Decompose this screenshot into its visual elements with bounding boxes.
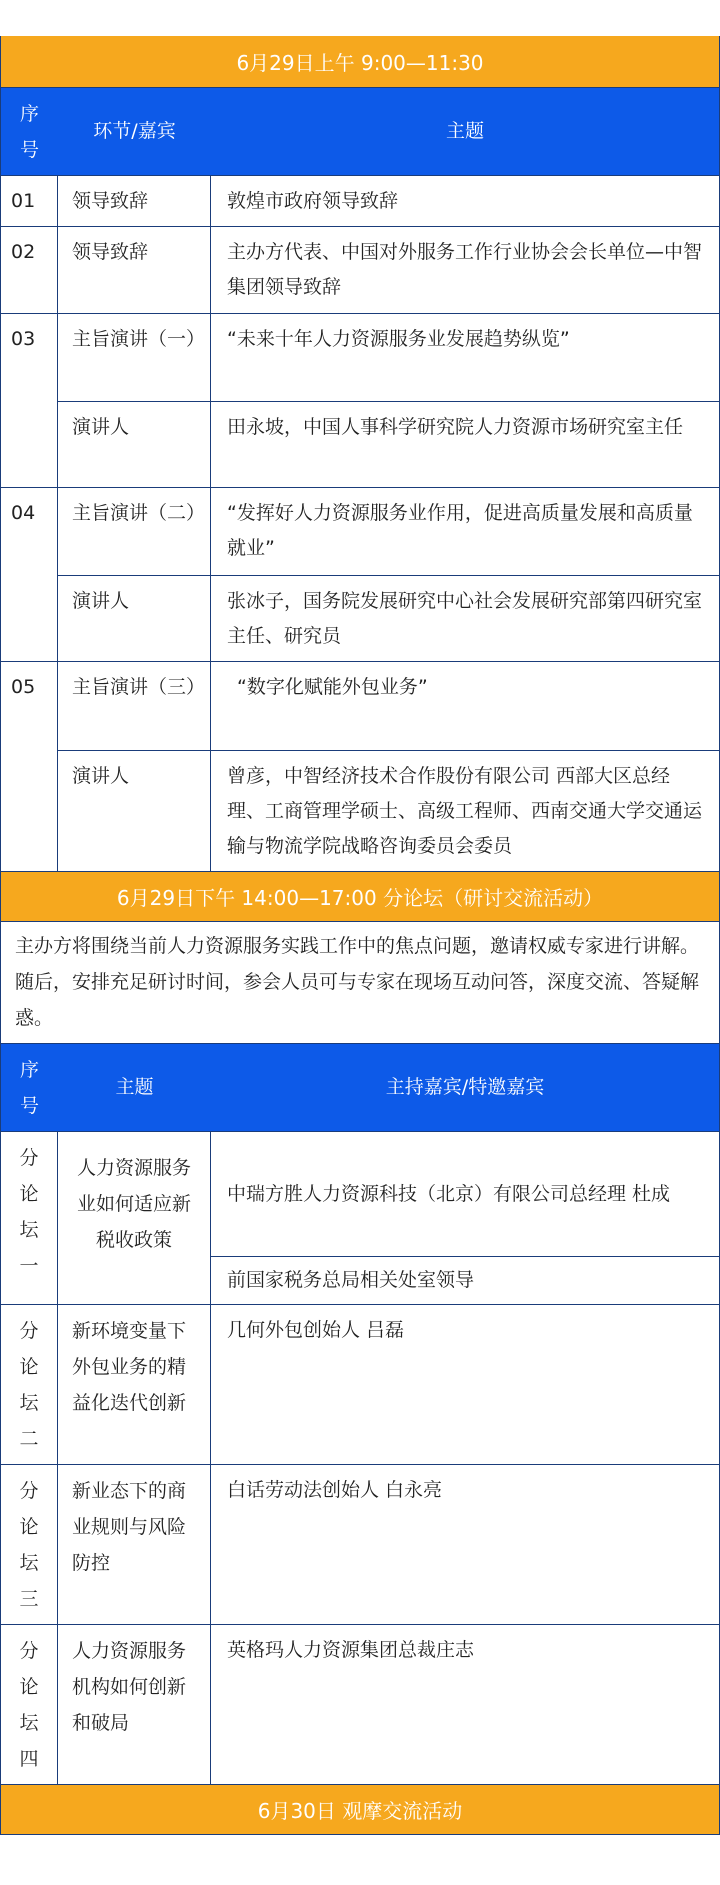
row-topic: “发挥好人力资源服务业作用，促进高质量发展和高质量就业” bbox=[227, 502, 693, 559]
forum-name: 分论坛一 bbox=[1, 1132, 58, 1304]
afternoon-intro: 主办方将围绕当前人力资源服务实践工作中的焦点问题，邀请权威专家进行讲解。随后，安排充足研讨时间，参会人员可与专家在现场互动问答，深度交流、答疑解惑。 bbox=[1, 922, 719, 1044]
forum-name: 分论坛四 bbox=[1, 1625, 58, 1784]
column-topic: 主题 bbox=[445, 120, 484, 142]
forum-host: 白话劳动法创始人 白永亮 bbox=[227, 1479, 443, 1501]
forum-row bbox=[1, 1132, 719, 1305]
column-topic: 主题 bbox=[115, 1076, 154, 1098]
forum-row bbox=[1, 1305, 719, 1465]
forum-host: 几何外包创始人 吕磊 bbox=[227, 1319, 405, 1341]
table-row bbox=[1, 314, 719, 488]
forum-host: 中瑞方胜人力资源科技（北京）有限公司总经理 杜成 bbox=[227, 1182, 671, 1205]
row-no: 04 bbox=[1, 488, 58, 661]
row-topic: “未来十年人力资源服务业发展趋势纵览” bbox=[227, 328, 570, 350]
table-row bbox=[1, 227, 719, 314]
speaker-label: 演讲人 bbox=[58, 576, 211, 661]
forum-topic: 新环境变量下外包业务的精益化迭代创新 bbox=[58, 1305, 211, 1464]
row-topic: 敦煌市政府领导致辞 bbox=[227, 190, 399, 212]
column-host: 主持嘉宾/特邀嘉宾 bbox=[385, 1076, 545, 1098]
afternoon-session-header bbox=[1, 872, 719, 922]
forum-row bbox=[1, 1465, 719, 1625]
forum-topic: 人力资源服务业如何适应新税收政策 bbox=[58, 1132, 211, 1304]
row-no: 05 bbox=[1, 662, 58, 871]
column-no: 序号 bbox=[19, 102, 39, 161]
speaker-label: 演讲人 bbox=[58, 751, 211, 871]
row-topic: 主办方代表、中国对外服务工作行业协会会长单位—中智集团领导致辞 bbox=[227, 241, 703, 298]
day2-session-title: 6月30日 观摩交流活动 bbox=[257, 1799, 463, 1823]
forum-name: 分论坛二 bbox=[1, 1305, 58, 1464]
forum-host: 前国家税务总局相关处室领导 bbox=[211, 1256, 719, 1304]
speaker-info: 张冰子，国务院发展研究中心社会发展研究部第四研究室主任、研究员 bbox=[227, 590, 703, 647]
row-segment: 领导致辞 bbox=[58, 176, 211, 226]
row-topic: “数字化赋能外包业务” bbox=[237, 676, 428, 698]
row-no: 01 bbox=[1, 176, 58, 226]
forum-name: 分论坛三 bbox=[1, 1465, 58, 1624]
table-row bbox=[1, 662, 719, 872]
table-row bbox=[1, 176, 719, 227]
forum-row bbox=[1, 1625, 719, 1785]
forum-topic: 新业态下的商业规则与风险防控 bbox=[58, 1465, 211, 1624]
column-no: 序号 bbox=[19, 1058, 39, 1117]
forum-topic: 人力资源服务机构如何创新和破局 bbox=[58, 1625, 211, 1784]
forum-host: 英格玛人力资源集团总裁庄志 bbox=[227, 1639, 475, 1661]
row-segment: 主旨演讲（二） bbox=[58, 488, 211, 575]
speaker-info: 曾彦，中智经济技术合作股份有限公司 西部大区总经理、工商管理学硕士、高级工程师、西南交通大学交通运输与物流学院战略咨询委员会委员 bbox=[227, 765, 703, 857]
day2-session-header bbox=[1, 1785, 719, 1835]
morning-session-title: 6月29日上午 9:00—11:30 bbox=[236, 51, 484, 75]
row-no: 03 bbox=[1, 314, 58, 487]
column-segment: 环节/嘉宾 bbox=[93, 120, 176, 142]
row-segment: 领导致辞 bbox=[58, 227, 211, 313]
speaker-label: 演讲人 bbox=[58, 402, 211, 487]
row-segment: 主旨演讲（三） bbox=[58, 662, 211, 750]
row-no: 02 bbox=[1, 227, 58, 313]
row-segment: 主旨演讲（一） bbox=[58, 314, 211, 401]
morning-session-header bbox=[1, 36, 719, 88]
speaker-info: 田永坡，中国人事科学研究院人力资源市场研究室主任 bbox=[227, 416, 684, 438]
forum-column-header bbox=[1, 1044, 719, 1132]
table-row bbox=[1, 488, 719, 662]
agenda-table bbox=[0, 36, 720, 1835]
afternoon-session-title: 6月29日下午 14:00—17:00 分论坛（研讨交流活动） bbox=[116, 886, 604, 910]
morning-column-header bbox=[1, 88, 719, 176]
